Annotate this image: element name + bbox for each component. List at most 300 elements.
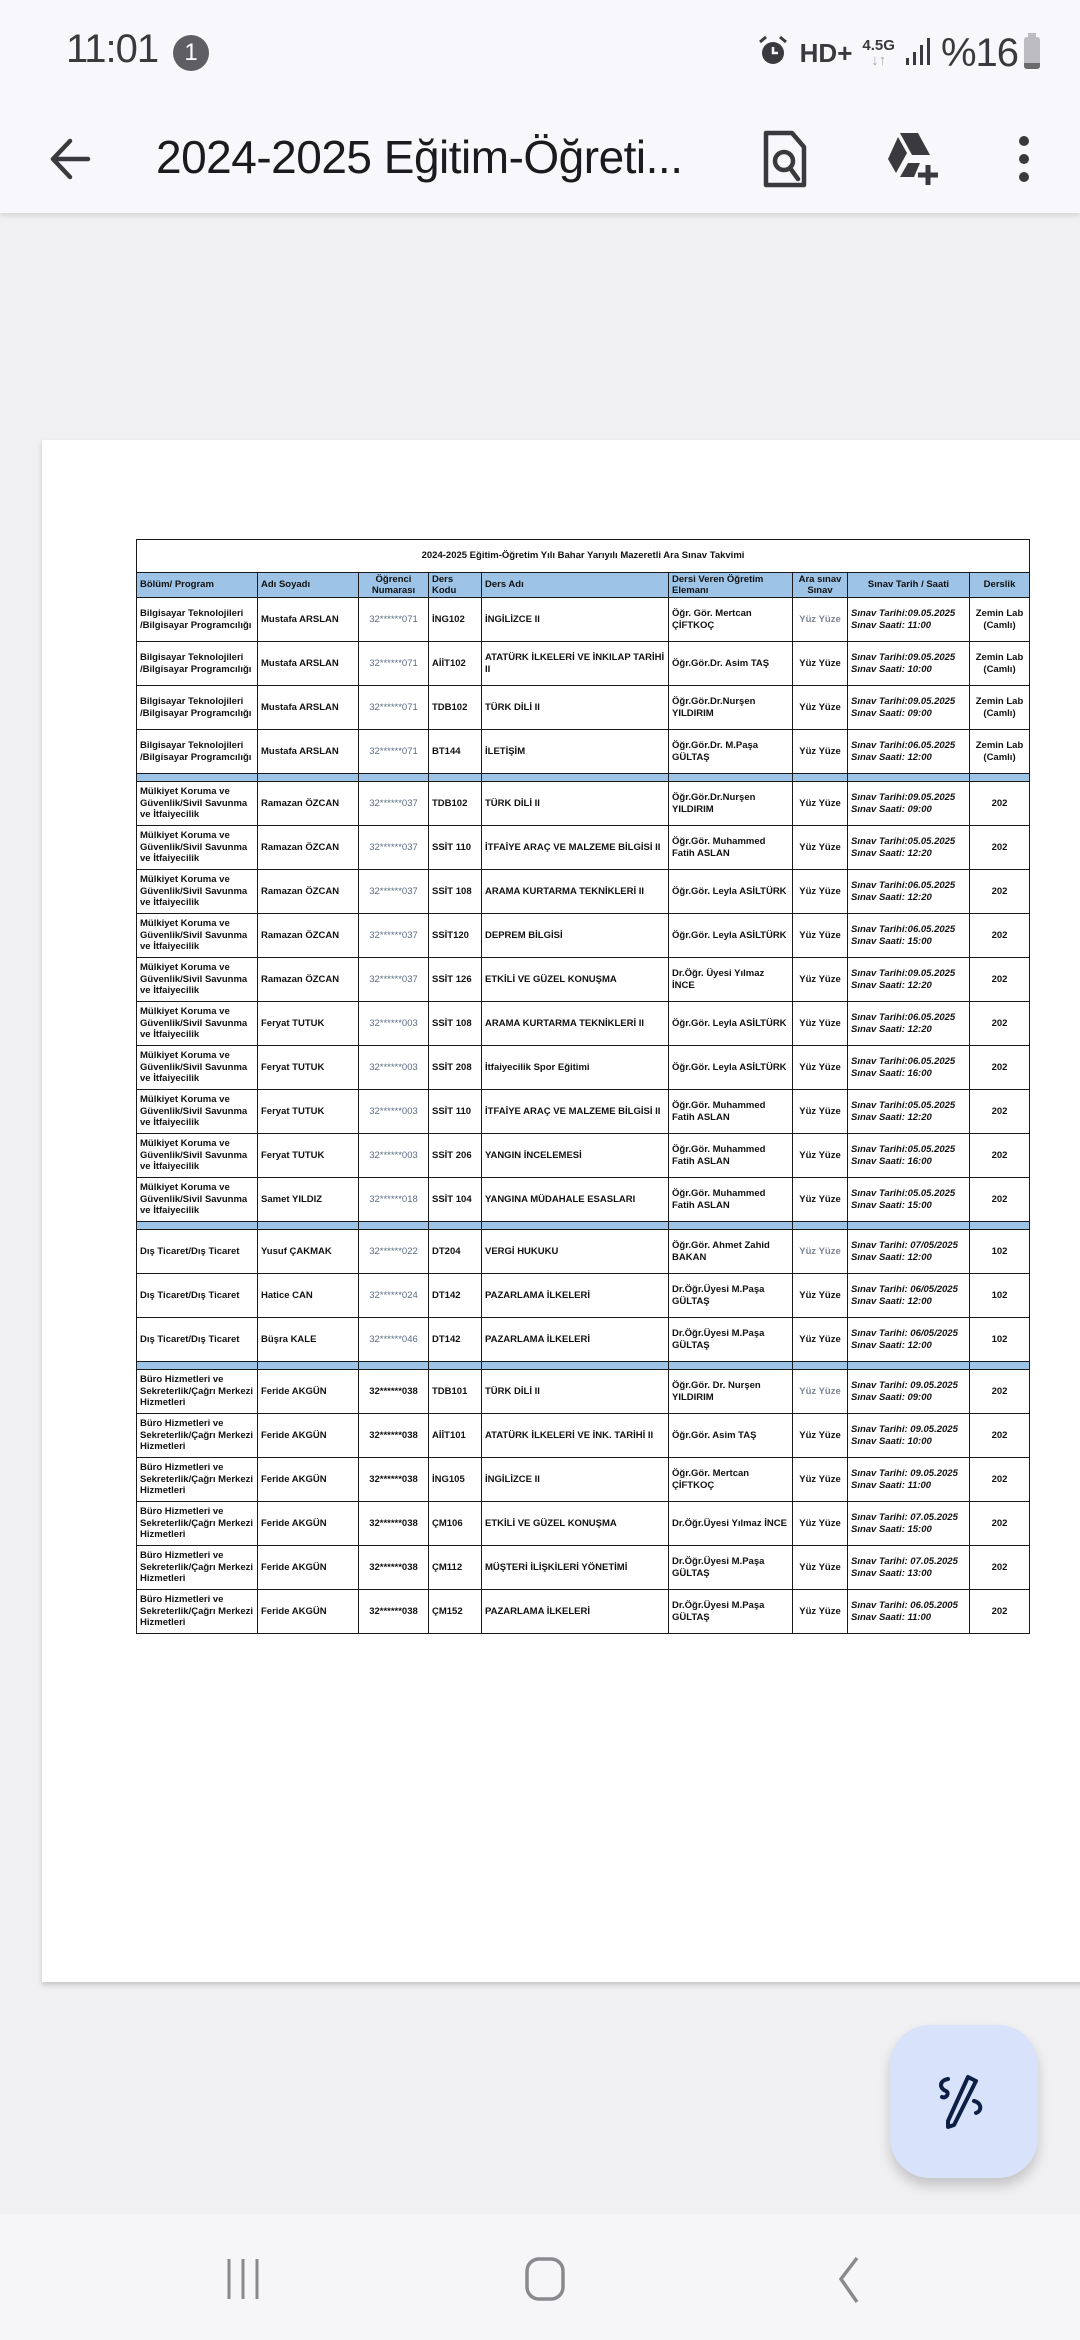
cell-program: Mülkiyet Koruma ve Güvenlik/Sivil Savunma ve İtfaiyecilik <box>137 958 258 1002</box>
cell-instructor: Öğr.Gör. Mertcan ÇİFTKOÇ <box>669 1458 793 1502</box>
cell-exam-datetime <box>848 1546 970 1590</box>
separator-cell <box>429 1362 482 1370</box>
cell-course-code: TDB102 <box>429 686 482 730</box>
exam-date: Sınav Tarihi:06.05.2025 <box>851 1012 956 1023</box>
cell-course-code: TDB101 <box>429 1370 482 1414</box>
home-icon <box>495 2234 595 2324</box>
table-row <box>137 1002 1030 1046</box>
table-row <box>137 1230 1030 1274</box>
cell-program: Dış Ticaret/Dış Ticaret <box>137 1230 258 1274</box>
cell-exam-datetime <box>848 1090 970 1134</box>
cell-exam-type: Yüz Yüze <box>793 1370 848 1414</box>
exam-date: Sınav Tarihi: 06/05/2025 <box>851 1284 958 1295</box>
separator-cell <box>137 774 258 782</box>
cell-program: Mülkiyet Koruma ve Güvenlik/Sivil Savunma ve İtfaiyecilik <box>137 1046 258 1090</box>
cell-instructor: Dr.Öğr.Üyesi M.Paşa GÜLTAŞ <box>669 1274 793 1318</box>
cell-exam-datetime <box>848 1002 970 1046</box>
cell-instructor: Öğr.Gör. Ahmet Zahid BAKAN <box>669 1230 793 1274</box>
cell-instructor: Dr.Öğr.Üyesi M.Paşa GÜLTAŞ <box>669 1318 793 1362</box>
cell-course-name: YANGINA MÜDAHALE ESASLARI <box>482 1178 669 1222</box>
cell-instructor: Öğr.Gör.Dr. M.Paşa GÜLTAŞ <box>669 730 793 774</box>
cell-exam-datetime <box>848 642 970 686</box>
cell-exam-type: Yüz Yüze <box>793 1458 848 1502</box>
cell-exam-type: Yüz Yüze <box>793 686 848 730</box>
cell-student-number: 32******037 <box>359 914 429 958</box>
cell-name: Ramazan ÖZCAN <box>258 782 359 826</box>
exam-time: Sınav Saati: 12:00 <box>851 1339 932 1351</box>
cell-classroom: 202 <box>970 1546 1030 1590</box>
exam-time: Sınav Saati: 15:00 <box>851 935 932 947</box>
exam-date: Sınav Tarihi:09.05.2025 <box>851 968 956 979</box>
separator-cell <box>793 1222 848 1230</box>
exam-time: Sınav Saati: 11:00 <box>851 619 932 631</box>
cell-program: Bilgisayar Teknolojileri /Bilgisayar Programcılığı <box>137 686 258 730</box>
cell-program: Mülkiyet Koruma ve Güvenlik/Sivil Savunma ve İtfaiyecilik <box>137 870 258 914</box>
table-row <box>137 1414 1030 1458</box>
find-in-page-icon <box>748 123 820 195</box>
cell-name: Feride AKGÜN <box>258 1546 359 1590</box>
cell-course-code: DT142 <box>429 1318 482 1362</box>
cell-exam-datetime <box>848 1458 970 1502</box>
cell-exam-type: Yüz Yüze <box>793 1318 848 1362</box>
cell-program: Büro Hizmetleri ve Sekreterlik/Çağrı Merkezi Hizmetleri <box>137 1546 258 1590</box>
cell-classroom: 202 <box>970 914 1030 958</box>
cell-student-number: 32******038 <box>359 1590 429 1634</box>
cell-student-number: 32******003 <box>359 1090 429 1134</box>
cell-name: Feride AKGÜN <box>258 1502 359 1546</box>
exam-date: Sınav Tarihi:05.05.2025 <box>851 1144 956 1155</box>
cell-course-code: SSİT 206 <box>429 1134 482 1178</box>
add-to-drive-button[interactable] <box>874 123 946 195</box>
cell-student-number: 32******037 <box>359 870 429 914</box>
exam-time: Sınav Saati: 09:00 <box>851 707 932 719</box>
exam-time: Sınav Saati: 16:00 <box>851 1155 932 1167</box>
cell-classroom: 202 <box>970 1414 1030 1458</box>
cell-name: Ramazan ÖZCAN <box>258 870 359 914</box>
cell-student-number: 32******038 <box>359 1458 429 1502</box>
cell-exam-datetime <box>848 1046 970 1090</box>
find-in-page-button[interactable] <box>748 123 820 195</box>
cell-student-number: 32******037 <box>359 782 429 826</box>
cell-exam-type: Yüz Yüze <box>793 1090 848 1134</box>
cell-classroom: Zemin Lab (Camlı) <box>970 730 1030 774</box>
separator-cell <box>359 774 429 782</box>
exam-date: Sınav Tarihi:09.05.2025 <box>851 652 956 663</box>
header-program: Bölüm/ Program <box>137 573 258 598</box>
network-type <box>862 38 895 68</box>
cell-course-name: İtfaiyecilik Spor Eğitimi <box>482 1046 669 1090</box>
home-button[interactable] <box>495 2234 595 2324</box>
cell-student-number: 32******046 <box>359 1318 429 1362</box>
table-row <box>137 1090 1030 1134</box>
separator-cell <box>258 774 359 782</box>
cell-course-code: BT144 <box>429 730 482 774</box>
cell-exam-datetime <box>848 730 970 774</box>
cell-exam-type: Yüz Yüze <box>793 730 848 774</box>
exam-time: Sınav Saati: 09:00 <box>851 803 932 815</box>
cell-classroom: 102 <box>970 1230 1030 1274</box>
exam-date: Sınav Tarihi: 09.05.2025 <box>851 1468 958 1479</box>
back-nav-button[interactable] <box>797 2234 897 2324</box>
cell-course-name: PAZARLAMA İLKELERİ <box>482 1590 669 1634</box>
group-separator-row <box>137 1362 1030 1370</box>
cell-course-name: İTFAİYE ARAÇ VE MALZEME BİLGİSİ II <box>482 826 669 870</box>
cell-course-name: YANGIN İNCELEMESİ <box>482 1134 669 1178</box>
table-row <box>137 642 1030 686</box>
cell-exam-type: Yüz Yüze <box>793 870 848 914</box>
cell-exam-datetime <box>848 598 970 642</box>
cell-course-code: DT204 <box>429 1230 482 1274</box>
cell-instructor: Öğr.Gör. Muhammed Fatih ASLAN <box>669 826 793 870</box>
exam-time: Sınav Saati: 10:00 <box>851 1435 932 1447</box>
cell-classroom: 202 <box>970 782 1030 826</box>
signal-icon <box>905 36 931 71</box>
cell-program: Mülkiyet Koruma ve Güvenlik/Sivil Savunma ve İtfaiyecilik <box>137 826 258 870</box>
app-bar <box>0 105 1080 213</box>
exam-date: Sınav Tarihi:06.05.2025 <box>851 880 956 891</box>
cell-exam-datetime <box>848 1414 970 1458</box>
add-to-drive-icon <box>874 123 946 195</box>
cell-classroom: 102 <box>970 1274 1030 1318</box>
separator-cell <box>970 1222 1030 1230</box>
cell-course-code: ÇM152 <box>429 1590 482 1634</box>
separator-cell <box>482 1222 669 1230</box>
cell-course-code: SSİT 108 <box>429 1002 482 1046</box>
cell-program: Mülkiyet Koruma ve Güvenlik/Sivil Savunma ve İtfaiyecilik <box>137 1002 258 1046</box>
annotate-fab[interactable] <box>890 2025 1038 2178</box>
cell-instructor: Öğr.Gör.Dr. Asim TAŞ <box>669 642 793 686</box>
cell-course-name: TÜRK DİLİ II <box>482 686 669 730</box>
separator-cell <box>970 774 1030 782</box>
cell-exam-type: Yüz Yüze <box>793 1546 848 1590</box>
cell-exam-datetime <box>848 870 970 914</box>
table-row <box>137 1046 1030 1090</box>
cell-program: Bilgisayar Teknolojileri /Bilgisayar Programcılığı <box>137 730 258 774</box>
cell-course-code: AİİT102 <box>429 642 482 686</box>
cell-exam-datetime <box>848 782 970 826</box>
cell-program: Dış Ticaret/Dış Ticaret <box>137 1274 258 1318</box>
cell-program: Büro Hizmetleri ve Sekreterlik/Çağrı Merkezi Hizmetleri <box>137 1370 258 1414</box>
table-row <box>137 1134 1030 1178</box>
table-row <box>137 1502 1030 1546</box>
cell-course-name: ETKİLİ VE GÜZEL KONUŞMA <box>482 1502 669 1546</box>
cell-program: Mülkiyet Koruma ve Güvenlik/Sivil Savunma ve İtfaiyecilik <box>137 1178 258 1222</box>
exam-time: Sınav Saati: 16:00 <box>851 1067 932 1079</box>
exam-time: Sınav Saati: 10:00 <box>851 663 932 675</box>
table-title: 2024-2025 Eğitim-Öğretim Yılı Bahar Yarıyılı Mazeretli Ara Sınav Takvimi <box>137 540 1030 573</box>
recent-apps-button[interactable] <box>193 2234 293 2324</box>
separator-cell <box>848 774 970 782</box>
document-title: 2024-2025 Eğitim-Öğreti... <box>156 131 683 183</box>
exam-date: Sınav Tarihi: 07/05/2025 <box>851 1240 958 1251</box>
alarm-icon <box>756 34 790 73</box>
cell-instructor: Dr.Öğr.Üyesi M.Paşa GÜLTAŞ <box>669 1590 793 1634</box>
separator-cell <box>429 1222 482 1230</box>
clock: 11:01 <box>66 27 159 71</box>
battery-icon <box>1024 37 1040 69</box>
exam-date: Sınav Tarihi: 09.05.2025 <box>851 1424 958 1435</box>
cell-classroom: Zemin Lab (Camlı) <box>970 598 1030 642</box>
separator-cell <box>669 774 793 782</box>
cell-course-name: İLETİŞİM <box>482 730 669 774</box>
separator-cell <box>137 1362 258 1370</box>
network-type-label: 4.5G <box>862 37 895 54</box>
cell-exam-type: Yüz Yüze <box>793 642 848 686</box>
cell-name: Feryat TUTUK <box>258 1090 359 1134</box>
table-row <box>137 1178 1030 1222</box>
cell-exam-type: Yüz Yüze <box>793 1230 848 1274</box>
cell-exam-datetime <box>848 1502 970 1546</box>
cell-instructor: Dr.Öğr. Üyesi Yılmaz İNCE <box>669 958 793 1002</box>
cell-course-code: SSİT 104 <box>429 1178 482 1222</box>
cell-course-code: DT142 <box>429 1274 482 1318</box>
exam-schedule-table <box>136 539 1030 1634</box>
cell-exam-type: Yüz Yüze <box>793 598 848 642</box>
cell-instructor: Dr.Öğr.Üyesi Yılmaz İNCE <box>669 1502 793 1546</box>
status-icons <box>756 28 1040 78</box>
cell-course-code: SSİT 126 <box>429 958 482 1002</box>
separator-cell <box>669 1362 793 1370</box>
cell-course-code: ÇM106 <box>429 1502 482 1546</box>
separator-cell <box>793 774 848 782</box>
table-row <box>137 730 1030 774</box>
exam-time: Sınav Saati: 11:00 <box>851 1611 932 1623</box>
separator-cell <box>848 1222 970 1230</box>
cell-name: Feryat TUTUK <box>258 1046 359 1090</box>
table-title-row <box>137 540 1030 573</box>
exam-date: Sınav Tarihi: 09.05.2025 <box>851 1380 958 1391</box>
cell-course-name: İTFAİYE ARAÇ VE MALZEME BİLGİSİ II <box>482 1090 669 1134</box>
cell-name: Hatice CAN <box>258 1274 359 1318</box>
pdf-page <box>42 440 1080 1982</box>
cell-name: Büşra KALE <box>258 1318 359 1362</box>
cell-instructor: Öğr.Gör. Dr. Nurşen YILDIRIM <box>669 1370 793 1414</box>
separator-cell <box>258 1362 359 1370</box>
table-row <box>137 914 1030 958</box>
cell-course-code: SSİT 208 <box>429 1046 482 1090</box>
exam-date: Sınav Tarihi:05.05.2025 <box>851 1188 956 1199</box>
cell-program: Dış Ticaret/Dış Ticaret <box>137 1318 258 1362</box>
cell-program: Bilgisayar Teknolojileri /Bilgisayar Programcılığı <box>137 598 258 642</box>
cell-exam-datetime <box>848 1590 970 1634</box>
cell-course-name: ARAMA KURTARMA TEKNİKLERİ II <box>482 1002 669 1046</box>
cell-classroom: 202 <box>970 1134 1030 1178</box>
cell-course-code: SSİT 110 <box>429 1090 482 1134</box>
cell-instructor: Öğr.Gör. Muhammed Fatih ASLAN <box>669 1178 793 1222</box>
cell-course-code: İNG102 <box>429 598 482 642</box>
exam-time: Sınav Saati: 12:00 <box>851 1295 932 1307</box>
cell-program: Mülkiyet Koruma ve Güvenlik/Sivil Savunma ve İtfaiyecilik <box>137 782 258 826</box>
cell-exam-type: Yüz Yüze <box>793 1590 848 1634</box>
cell-name: Mustafa ARSLAN <box>258 686 359 730</box>
cell-exam-datetime <box>848 1134 970 1178</box>
cell-exam-datetime <box>848 914 970 958</box>
cell-course-name: ATATÜRK İLKELERİ VE İNKILAP TARİHİ II <box>482 642 669 686</box>
draw-annotate-icon <box>934 2071 994 2131</box>
cell-course-code: SSİT120 <box>429 914 482 958</box>
exam-time: Sınav Saati: 12:20 <box>851 979 932 991</box>
cell-student-number: 32******038 <box>359 1370 429 1414</box>
separator-cell <box>482 1362 669 1370</box>
header-name: Adı Soyadı <box>258 573 359 598</box>
cell-exam-datetime <box>848 1274 970 1318</box>
cell-exam-type: Yüz Yüze <box>793 1002 848 1046</box>
cell-course-code: AİİT101 <box>429 1414 482 1458</box>
separator-cell <box>429 774 482 782</box>
cell-name: Feride AKGÜN <box>258 1370 359 1414</box>
cell-exam-type: Yüz Yüze <box>793 1134 848 1178</box>
cell-classroom: 202 <box>970 870 1030 914</box>
header-instructor: Dersi Veren Öğretim Elemanı <box>669 573 793 598</box>
exam-date: Sınav Tarihi: 07.05.2025 <box>851 1556 958 1567</box>
exam-date: Sınav Tarihi:09.05.2025 <box>851 608 956 619</box>
cell-classroom: 202 <box>970 1090 1030 1134</box>
cell-course-name: İNGİLİZCE II <box>482 598 669 642</box>
header-course-code: Ders Kodu <box>429 573 482 598</box>
separator-cell <box>137 1222 258 1230</box>
cell-student-number: 32******003 <box>359 1134 429 1178</box>
cell-exam-datetime <box>848 1230 970 1274</box>
cell-student-number: 32******018 <box>359 1178 429 1222</box>
table-row <box>137 1274 1030 1318</box>
exam-time: Sınav Saati: 12:00 <box>851 751 932 763</box>
cell-program: Mülkiyet Koruma ve Güvenlik/Sivil Savunma ve İtfaiyecilik <box>137 914 258 958</box>
cell-classroom: 202 <box>970 1046 1030 1090</box>
cell-student-number: 32******037 <box>359 826 429 870</box>
cell-classroom: 202 <box>970 1370 1030 1414</box>
cell-name: Feride AKGÜN <box>258 1414 359 1458</box>
table-row <box>137 1458 1030 1502</box>
table-header-row <box>137 573 1030 598</box>
more-vert-icon <box>988 123 1060 195</box>
cell-name: Ramazan ÖZCAN <box>258 958 359 1002</box>
cell-classroom: 202 <box>970 1178 1030 1222</box>
cell-course-name: DEPREM BİLGİSİ <box>482 914 669 958</box>
exam-time: Sınav Saati: 12:00 <box>851 1251 932 1263</box>
battery-percent: %16 <box>940 30 1018 75</box>
cell-instructor: Öğr.Gör. Muhammed Fatih ASLAN <box>669 1090 793 1134</box>
cell-name: Feride AKGÜN <box>258 1458 359 1502</box>
cell-name: Yusuf ÇAKMAK <box>258 1230 359 1274</box>
back-arrow-icon <box>40 125 108 193</box>
cell-name: Ramazan ÖZCAN <box>258 914 359 958</box>
cell-classroom: 202 <box>970 1002 1030 1046</box>
separator-cell <box>793 1362 848 1370</box>
table-row <box>137 1318 1030 1362</box>
exam-time: Sınav Saati: 12:20 <box>851 847 932 859</box>
cell-instructor: Öğr. Gör. Mertcan ÇİFTKOÇ <box>669 598 793 642</box>
cell-instructor: Öğr.Gör. Leyla ASİLTÜRK <box>669 870 793 914</box>
exam-time: Sınav Saati: 15:00 <box>851 1199 932 1211</box>
cell-program: Bilgisayar Teknolojileri /Bilgisayar Programcılığı <box>137 642 258 686</box>
back-button[interactable] <box>40 125 108 193</box>
cell-classroom: 202 <box>970 826 1030 870</box>
exam-time: Sınav Saati: 15:00 <box>851 1523 932 1535</box>
separator-cell <box>482 774 669 782</box>
cell-instructor: Öğr.Gör. Muhammed Fatih ASLAN <box>669 1134 793 1178</box>
cell-course-name: TÜRK DİLİ II <box>482 782 669 826</box>
header-exam-datetime: Sınav Tarih / Saati <box>848 573 970 598</box>
cell-exam-datetime <box>848 1178 970 1222</box>
exam-time: Sınav Saati: 13:00 <box>851 1567 932 1579</box>
cell-exam-type: Yüz Yüze <box>793 1178 848 1222</box>
table-row <box>137 598 1030 642</box>
cell-name: Feryat TUTUK <box>258 1134 359 1178</box>
cell-instructor: Öğr.Gör.Dr.Nurşen YILDIRIM <box>669 686 793 730</box>
cell-instructor: Öğr.Gör. Leyla ASİLTÜRK <box>669 1046 793 1090</box>
cell-name: Feryat TUTUK <box>258 1002 359 1046</box>
exam-time: Sınav Saati: 12:20 <box>851 891 932 903</box>
cell-course-code: ÇM112 <box>429 1546 482 1590</box>
cell-student-number: 32******038 <box>359 1502 429 1546</box>
more-options-button[interactable] <box>988 123 1060 195</box>
header-student-number: Öğrenci Numarası <box>359 573 429 598</box>
cell-course-name: MÜŞTERİ İLİŞKİLERİ YÖNETİMİ <box>482 1546 669 1590</box>
cell-exam-datetime <box>848 826 970 870</box>
cell-student-number: 32******071 <box>359 598 429 642</box>
cell-course-name: PAZARLAMA İLKELERİ <box>482 1318 669 1362</box>
cell-student-number: 32******071 <box>359 730 429 774</box>
exam-date: Sınav Tarihi:06.05.2025 <box>851 1056 956 1067</box>
cell-name: Mustafa ARSLAN <box>258 642 359 686</box>
cell-course-code: İNG105 <box>429 1458 482 1502</box>
cell-exam-type: Yüz Yüze <box>793 914 848 958</box>
exam-date: Sınav Tarihi:05.05.2025 <box>851 836 956 847</box>
back-icon <box>797 2234 897 2324</box>
exam-date: Sınav Tarihi:06.05.2025 <box>851 740 956 751</box>
exam-date: Sınav Tarihi: 07.05.2025 <box>851 1512 958 1523</box>
table-row <box>137 1590 1030 1634</box>
table-row <box>137 1370 1030 1414</box>
cell-course-name: İNGİLİZCE II <box>482 1458 669 1502</box>
data-arrows-icon: ↓↑ <box>871 52 887 69</box>
exam-date: Sınav Tarihi:09.05.2025 <box>851 792 956 803</box>
separator-cell <box>669 1222 793 1230</box>
cell-exam-datetime <box>848 1318 970 1362</box>
exam-time: Sınav Saati: 12:20 <box>851 1111 932 1123</box>
cell-student-number: 32******003 <box>359 1002 429 1046</box>
cell-classroom: 202 <box>970 1590 1030 1634</box>
separator-cell <box>359 1362 429 1370</box>
table-row <box>137 958 1030 1002</box>
cell-program: Büro Hizmetleri ve Sekreterlik/Çağrı Merkezi Hizmetleri <box>137 1414 258 1458</box>
cell-instructor: Dr.Öğr.Üyesi M.Paşa GÜLTAŞ <box>669 1546 793 1590</box>
separator-cell <box>258 1222 359 1230</box>
cell-student-number: 32******071 <box>359 642 429 686</box>
cell-classroom: 202 <box>970 1502 1030 1546</box>
cell-exam-datetime <box>848 958 970 1002</box>
table-row <box>137 826 1030 870</box>
cell-name: Ramazan ÖZCAN <box>258 826 359 870</box>
cell-program: Büro Hizmetleri ve Sekreterlik/Çağrı Merkezi Hizmetleri <box>137 1458 258 1502</box>
exam-time: Sınav Saati: 09:00 <box>851 1391 932 1403</box>
cell-instructor: Öğr.Gör. Leyla ASİLTÜRK <box>669 1002 793 1046</box>
cell-course-name: VERGİ HUKUKU <box>482 1230 669 1274</box>
table-row <box>137 782 1030 826</box>
cell-course-name: TÜRK DİLİ II <box>482 1370 669 1414</box>
cell-exam-type: Yüz Yüze <box>793 1414 848 1458</box>
cell-exam-type: Yüz Yüze <box>793 782 848 826</box>
cell-classroom: 202 <box>970 1458 1030 1502</box>
cell-student-number: 32******037 <box>359 958 429 1002</box>
notification-badge: 1 <box>173 35 209 71</box>
cell-course-name: ATATÜRK İLKELERİ VE İNK. TARİHİ II <box>482 1414 669 1458</box>
exam-date: Sınav Tarihi: 06/05/2025 <box>851 1328 958 1339</box>
group-separator-row <box>137 1222 1030 1230</box>
separator-cell <box>359 1222 429 1230</box>
cell-program: Mülkiyet Koruma ve Güvenlik/Sivil Savunma ve İtfaiyecilik <box>137 1134 258 1178</box>
cell-exam-type: Yüz Yüze <box>793 1046 848 1090</box>
